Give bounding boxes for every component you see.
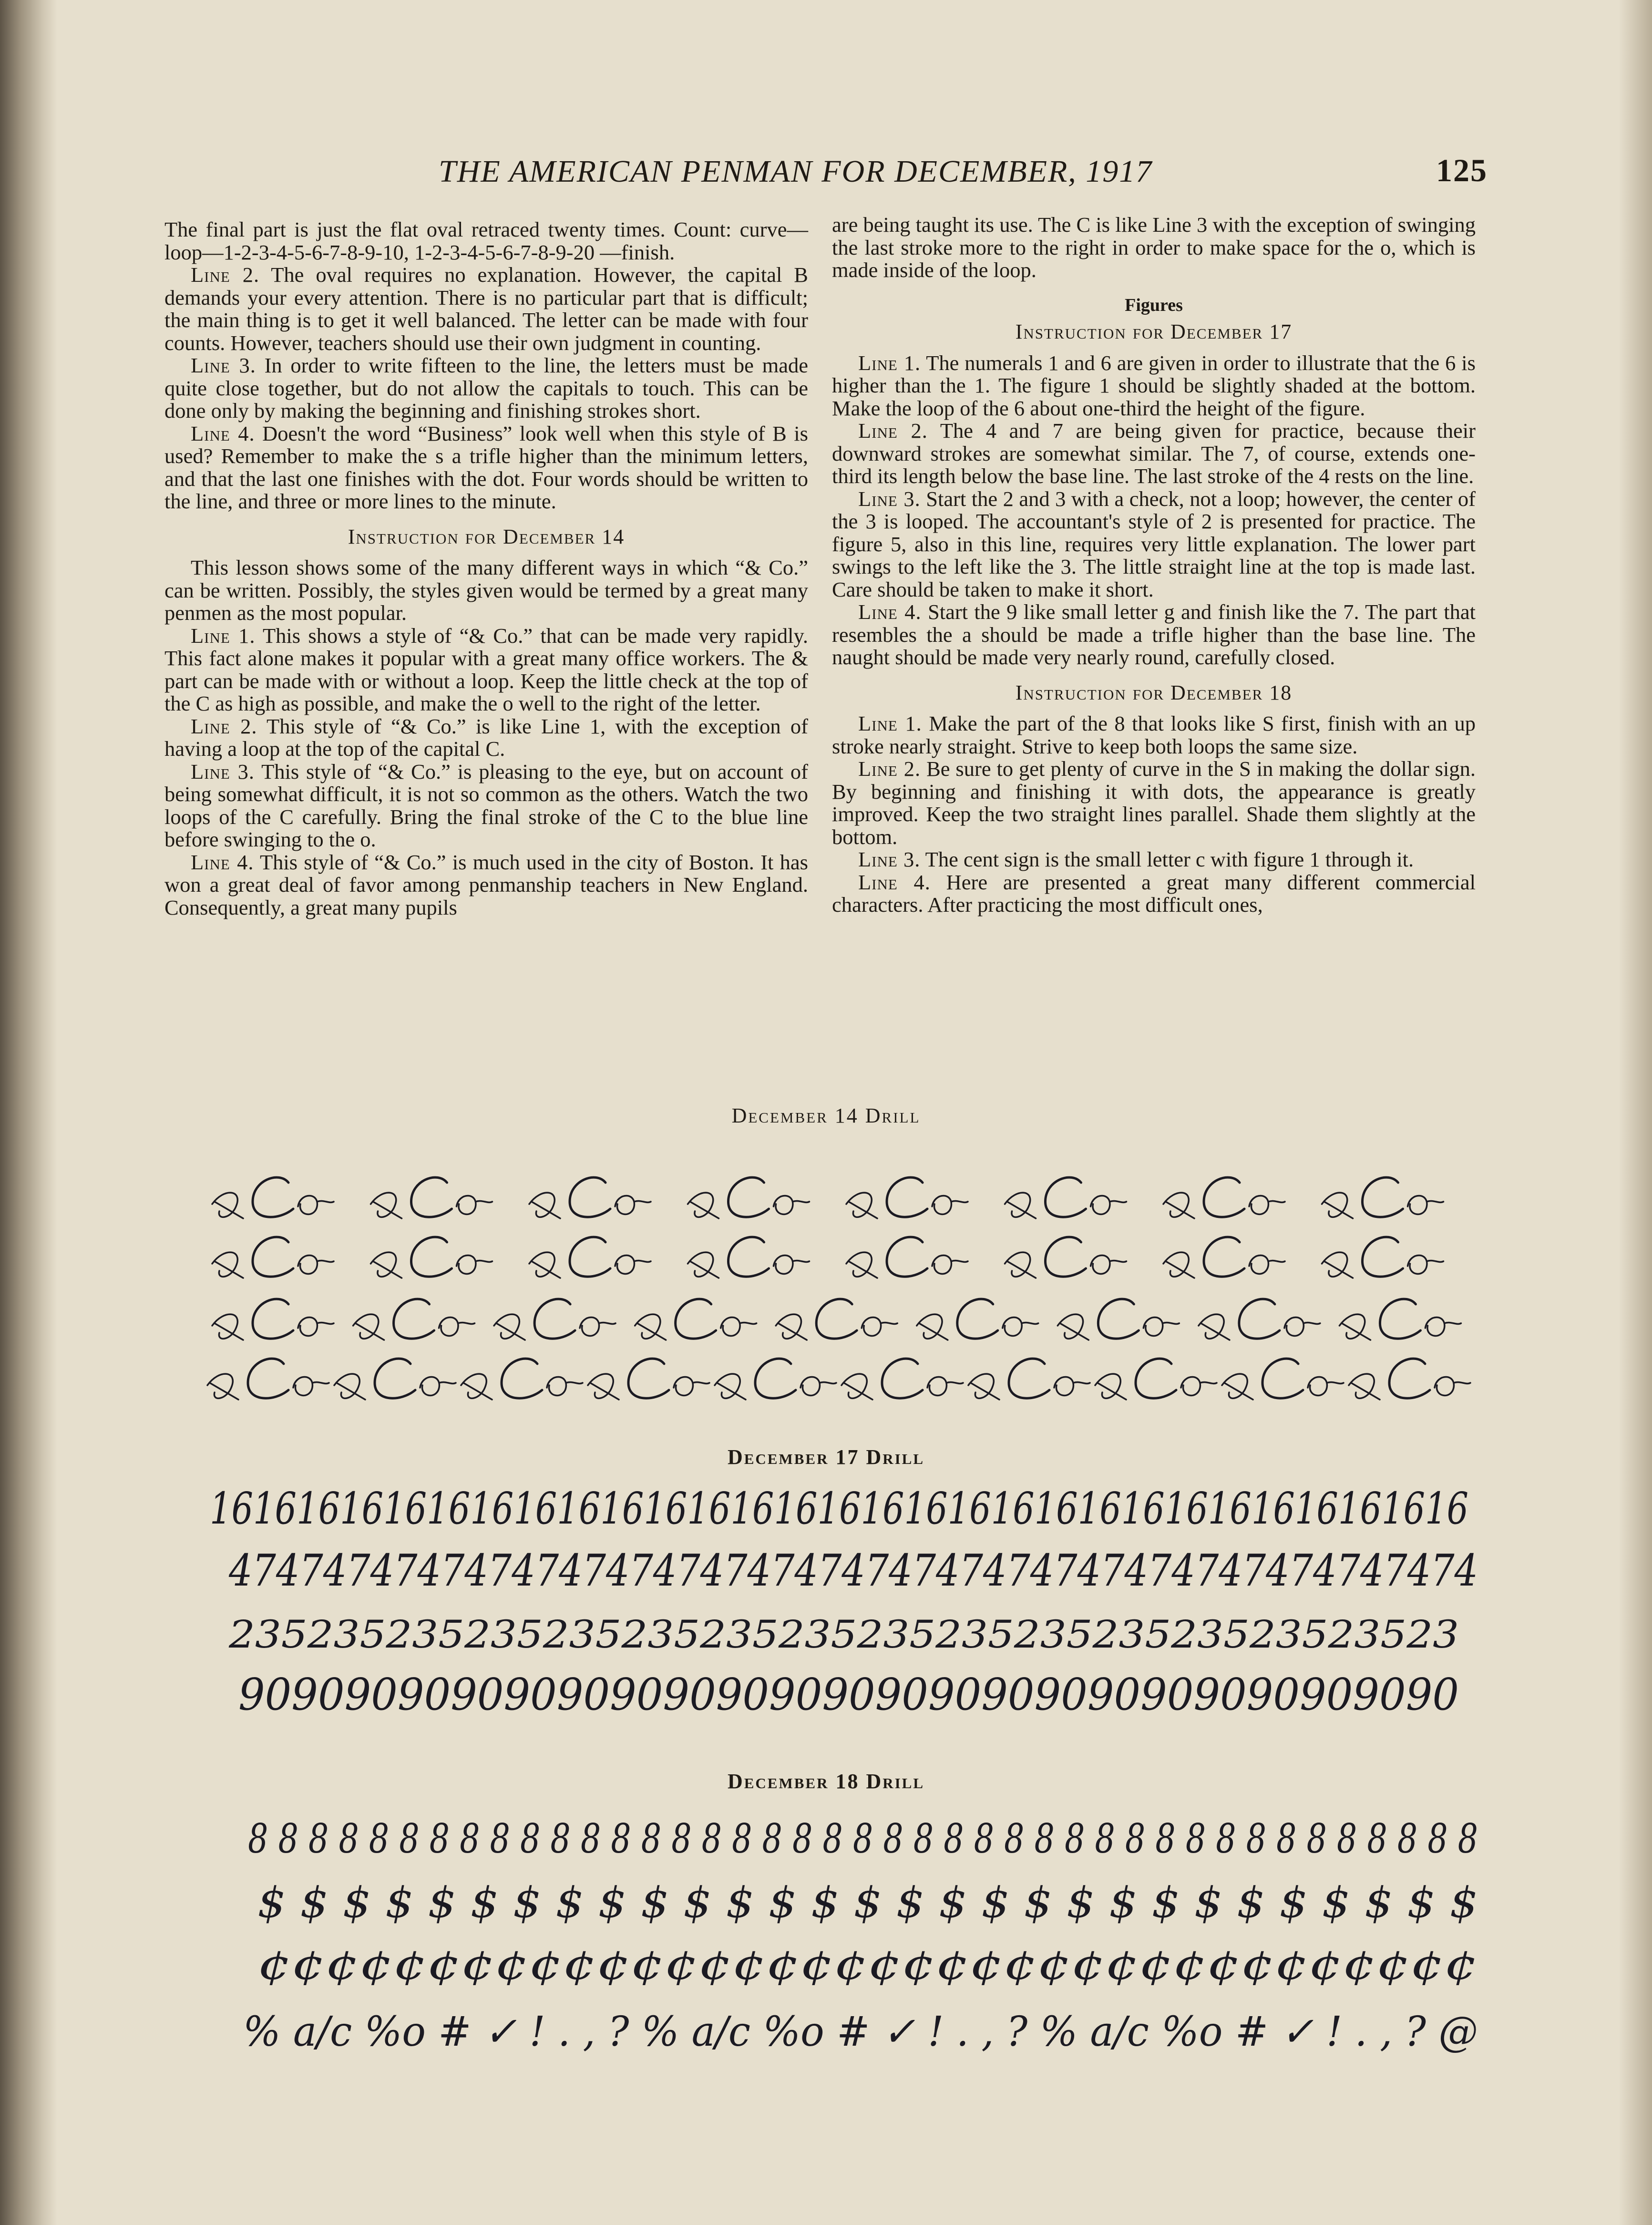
small-o-stroke [932, 1196, 968, 1215]
line-label: Line 2. [191, 263, 260, 287]
ampersand-stroke [1222, 1374, 1253, 1400]
ampersand-stroke [529, 1252, 560, 1278]
drill-dec14-script [200, 1154, 1488, 1421]
capital-c-stroke [534, 1299, 575, 1339]
ampersand-stroke [1322, 1252, 1353, 1278]
paragraph-text: Start the 2 and 3 with a check, not a loop; however, the center of the 3 is looped. The accountant's style of 2 is presented for practice. The figure 5, also in this line, requires very little explanation. The lower part swings to the left like the 3. The little straight line at the top is made last. Care should be taken to make it short. [832, 486, 1476, 601]
ampersand-stroke [1349, 1374, 1380, 1400]
line-label: Line 3. [858, 847, 921, 871]
paragraph-text: Start the 9 like small letter g and finish like the 7. The part that resembles the a should be made a trifle higher than the base line. The naught should be made very nearly round, carefully closed. [832, 600, 1476, 669]
ampersand-stroke [635, 1314, 666, 1340]
paragraph [832, 848, 1476, 871]
capital-c-stroke [1204, 1237, 1244, 1277]
capital-c-stroke [253, 1177, 293, 1217]
ampersand-stroke [776, 1314, 807, 1340]
line-label: Line 2. [858, 419, 928, 443]
drill-title-dec14: December 14 Drill [731, 1104, 921, 1127]
paragraph-text: Doesn't the word “Business” look well when this style of B is used? Remember to make the s a trifle higher than the minimum letters, and that the last one finishes with the dot. Four words should be written to the line, and three or more lines to the minute. [164, 421, 808, 513]
small-o-stroke [420, 1377, 456, 1396]
ampersand-stroke [461, 1374, 492, 1400]
script-and-co-glyph [968, 1359, 1090, 1400]
script-and-co-glyph [846, 1237, 968, 1278]
script-and-co-glyph [1163, 1237, 1285, 1278]
ampersand-stroke [688, 1193, 719, 1218]
capital-c-stroke [253, 1237, 293, 1277]
capital-c-stroke [375, 1359, 415, 1398]
script-and-co-glyph [529, 1237, 651, 1278]
small-o-stroke [1249, 1256, 1285, 1274]
ampersand-stroke [212, 1252, 243, 1278]
capital-c-stroke [1046, 1177, 1086, 1217]
ampersand-stroke [968, 1374, 999, 1400]
small-o-stroke [932, 1256, 968, 1274]
ampersand-stroke [588, 1374, 619, 1400]
script-and-co-glyph [212, 1299, 334, 1340]
capital-c-stroke [570, 1177, 610, 1217]
script-and-co-glyph [635, 1299, 757, 1340]
script-and-co-glyph [334, 1359, 456, 1400]
small-o-stroke [439, 1318, 475, 1336]
script-specimen-signs [200, 1807, 1488, 2074]
script-and-co-glyph [841, 1359, 963, 1400]
paragraph-text: The numerals 1 and 6 are given in order to illustrate that the 6 is higher than the 1. The figure 1 should be slightly shaded at the bottom. Make the loop of the 6 about one-third the height of the figure. [832, 350, 1476, 420]
small-o-stroke [1425, 1318, 1461, 1336]
small-o-stroke [800, 1377, 836, 1396]
paragraph [164, 715, 808, 761]
paragraph [832, 214, 1476, 282]
capital-c-stroke [1204, 1177, 1244, 1217]
ampersand-stroke [529, 1193, 560, 1218]
small-o-stroke [457, 1196, 493, 1215]
ampersand-stroke [846, 1193, 877, 1218]
small-o-stroke [774, 1196, 810, 1215]
line-label: Line 1. [858, 350, 921, 375]
paragraph [164, 354, 808, 422]
capital-c-stroke [729, 1177, 769, 1217]
script-and-co-glyph [494, 1299, 616, 1340]
line-label: Line 4. [858, 600, 922, 624]
small-o-stroke [774, 1256, 810, 1274]
script-and-co-glyph [688, 1237, 810, 1278]
paragraph [832, 712, 1476, 758]
paragraph-text: Be sure to get plenty of curve in the S in making the dollar sign. By beginning and finishing it with dots, the appearance is greatly improved. Keep the two straight lines parallel. Shade them slightly at the bottom. [832, 757, 1476, 849]
script-and-co-glyph [371, 1177, 493, 1218]
ampersand-stroke [371, 1252, 402, 1278]
drill-line: $ $ $ $ $ $ $ $ $ $ $ $ $ $ $ $ $ $ $ $ $ $ $ $ $ $ $ $ $ [257, 1878, 1478, 1927]
capital-c-stroke [628, 1359, 669, 1398]
paragraph [832, 352, 1476, 420]
script-and-co-glyph [1349, 1359, 1470, 1400]
capital-c-stroke [882, 1359, 923, 1398]
small-o-stroke [457, 1256, 493, 1274]
capital-c-stroke [755, 1359, 796, 1398]
script-and-co-glyph [1199, 1299, 1320, 1340]
paragraph [164, 422, 808, 513]
paragraph-text: The 4 and 7 are being given for practice, because their downward strokes are somewhat similar. The 7, of course, extends one-third its length below the base line. The last stroke of the 4 rests on the line. [832, 419, 1476, 488]
ampersand-stroke [207, 1374, 238, 1400]
small-o-stroke [298, 1256, 334, 1274]
drill-line: 47474747474747474747474747474747474747474747474747474 [228, 1545, 1478, 1596]
paragraph [164, 264, 808, 354]
script-and-co-glyph [917, 1299, 1038, 1340]
small-o-stroke [615, 1256, 651, 1274]
ampersand-stroke [1163, 1252, 1194, 1278]
ampersand-stroke [1095, 1374, 1126, 1400]
paragraph-text: The cent sign is the small letter c with figure 1 through it. [925, 847, 1414, 871]
paragraph-text: Here are presented a great many different commercial characters. After practicing the most difficult ones, [832, 870, 1476, 917]
capital-c-stroke [248, 1359, 288, 1398]
script-and-co-glyph [1222, 1359, 1344, 1400]
left-column [164, 218, 808, 919]
capital-c-stroke [816, 1299, 857, 1339]
capital-c-stroke [1380, 1299, 1420, 1339]
script-and-co-glyph [1095, 1359, 1217, 1400]
line-label: Line 3. [858, 486, 921, 511]
capital-c-stroke [1389, 1359, 1430, 1398]
script-and-co-glyph [1322, 1237, 1444, 1278]
paragraph [832, 871, 1476, 917]
capital-c-stroke [676, 1299, 716, 1339]
small-o-stroke [1003, 1318, 1038, 1336]
drill-line: % a/c %o # ✓ ! . , ? % a/c %o # ✓ ! . , ? % a/c %o # ✓ ! . , ? @ [243, 2008, 1478, 2056]
small-o-stroke [1091, 1256, 1127, 1274]
ampersand-stroke [1163, 1193, 1194, 1218]
capital-c-stroke [957, 1299, 998, 1339]
drill-line: 8 8 8 8 8 8 8 8 8 8 8 8 8 8 8 8 8 8 8 8 8 8 8 8 8 8 8 8 8 8 8 8 8 8 8 8 8 8 8 8 8 [248, 1815, 1478, 1862]
script-and-co-glyph [715, 1359, 836, 1400]
ampersand-stroke [1339, 1314, 1370, 1340]
paragraph [164, 556, 808, 625]
paragraph [832, 420, 1476, 488]
capital-c-stroke [1262, 1359, 1303, 1398]
paragraph [832, 758, 1476, 848]
small-o-stroke [580, 1318, 616, 1336]
paragraph-text: The oval requires no explanation. However, the capital B demands your every attention. There is no particular part that is difficult; the main thing is to get it well balanced. The letter can be made with four counts. However, teachers should use their own judgment in counting. [164, 263, 808, 355]
small-o-stroke [1308, 1377, 1344, 1396]
script-and-co-glyph [1057, 1299, 1179, 1340]
figures-heading: Figures [1125, 295, 1183, 315]
script-and-co-glyph [529, 1177, 651, 1218]
ampersand-stroke [1005, 1252, 1036, 1278]
script-and-co-glyph [1163, 1177, 1285, 1218]
capital-c-stroke [411, 1177, 452, 1217]
line-label: Line 4. [858, 870, 931, 894]
ampersand-stroke [334, 1374, 365, 1400]
capital-c-stroke [887, 1237, 927, 1277]
small-o-stroke [298, 1318, 334, 1336]
script-and-co-glyph [207, 1359, 329, 1400]
small-o-stroke [547, 1377, 583, 1396]
small-o-stroke [1408, 1196, 1444, 1215]
line-label: Line 1. [858, 711, 922, 735]
ampersand-stroke [1322, 1193, 1353, 1218]
capital-c-stroke [570, 1237, 610, 1277]
paragraph-text: This lesson shows some of the many different ways in which “& Co.” can be written. Possibly, the styles given would be termed by a great many penmen as the most popular. [164, 556, 808, 625]
line-label: Line 4. [191, 850, 254, 874]
paragraph [164, 625, 808, 715]
script-and-co-glyph [212, 1237, 334, 1278]
drill-line: ¢¢¢¢¢¢¢¢¢¢¢¢¢¢¢¢¢¢¢¢¢¢¢¢¢¢¢¢¢¢¢¢¢¢¢¢ [257, 1940, 1478, 1989]
script-and-co-glyph [371, 1237, 493, 1278]
ampersand-stroke [353, 1314, 384, 1340]
ampersand-stroke [846, 1252, 877, 1278]
ampersand-stroke [715, 1374, 746, 1400]
drill-title-dec17: December 17 Drill [727, 1445, 925, 1469]
capital-c-stroke [1098, 1299, 1139, 1339]
drill-dec17-script [200, 1483, 1488, 1731]
ampersand-stroke [494, 1314, 525, 1340]
paragraph [164, 218, 808, 264]
small-o-stroke [1181, 1377, 1217, 1396]
ampersand-stroke [1005, 1193, 1036, 1218]
script-and-co-glyph [1322, 1177, 1444, 1218]
capital-c-stroke [729, 1237, 769, 1277]
ampersand-stroke [1057, 1314, 1088, 1340]
drill-line: 9090909090909090909090909090909090909090909090 [238, 1669, 1459, 1720]
small-o-stroke [615, 1196, 651, 1215]
running-title: THE AMERICAN PENMAN FOR DECEMBER, 1917 [439, 154, 1153, 189]
capital-c-stroke [1009, 1359, 1049, 1398]
section-heading: Instruction for December 17 [1015, 320, 1293, 343]
capital-c-stroke [1363, 1237, 1403, 1277]
paragraph-text: The final part is just the flat oval retraced twenty times. Count: curve—loop—1-2-3-4-5-6-7-8-9-10, 1-2-3-4-5-6-7-8-9-20 —finish. [164, 217, 808, 264]
small-o-stroke [1054, 1377, 1090, 1396]
capital-c-stroke [1363, 1177, 1403, 1217]
script-and-co-glyph [353, 1299, 475, 1340]
ampersand-stroke [371, 1193, 402, 1218]
script-and-co-glyph [1005, 1177, 1127, 1218]
capital-c-stroke [411, 1237, 452, 1277]
small-o-stroke [293, 1377, 329, 1396]
line-label: Line 4. [191, 421, 255, 445]
line-label: Line 1. [191, 623, 256, 648]
ampersand-stroke [212, 1314, 243, 1340]
ampersand-stroke [841, 1374, 872, 1400]
paragraph-text: In order to write fifteen to the line, the letters must be made quite close together, but do not allow the capitals to touch. This can be done only by making the beginning and finishing strokes short. [164, 353, 808, 422]
script-specimen-co [200, 1154, 1488, 1421]
line-label: Line 2. [858, 757, 921, 781]
running-header [439, 154, 1488, 196]
small-o-stroke [298, 1196, 334, 1215]
small-o-stroke [1091, 1196, 1127, 1215]
script-and-co-glyph [461, 1359, 583, 1400]
section-heading: Instruction for December 14 [348, 525, 625, 548]
paragraph [832, 601, 1476, 669]
line-label: Line 3. [191, 353, 256, 377]
small-o-stroke [927, 1377, 963, 1396]
right-column [832, 214, 1476, 917]
script-and-co-glyph [776, 1299, 897, 1340]
ampersand-stroke [1199, 1314, 1230, 1340]
drill-dec18-script [200, 1807, 1488, 2074]
script-and-co-glyph [588, 1359, 709, 1400]
small-o-stroke [1435, 1377, 1470, 1396]
script-and-co-glyph [1339, 1299, 1461, 1340]
paragraph [164, 851, 808, 919]
paragraph [164, 761, 808, 851]
line-label: Line 3. [191, 759, 255, 783]
line-label: Line 2. [191, 714, 257, 738]
small-o-stroke [1284, 1318, 1320, 1336]
capital-c-stroke [253, 1299, 293, 1339]
capital-c-stroke [1136, 1359, 1176, 1398]
script-and-co-glyph [1005, 1237, 1127, 1278]
capital-c-stroke [887, 1177, 927, 1217]
paragraph-text: Make the part of the 8 that looks like S first, finish with an up stroke nearly straight. Strive to keep both loops the same size. [832, 711, 1476, 758]
small-o-stroke [1249, 1196, 1285, 1215]
section-heading: Instruction for December 18 [1015, 680, 1293, 704]
drill-line: 1616161616161616161616161616161616161616161616161616161616 [210, 1483, 1468, 1534]
small-o-stroke [862, 1318, 897, 1336]
drill-line: 23523523523523523523523523523523523523523523523 [228, 1612, 1459, 1657]
paragraph-text: This style of “& Co.” is like Line 1, with the exception of having a loop at the top of the capital C. [164, 714, 808, 761]
script-and-co-glyph [846, 1177, 968, 1218]
small-o-stroke [1143, 1318, 1179, 1336]
ampersand-stroke [688, 1252, 719, 1278]
capital-c-stroke [394, 1299, 434, 1339]
ampersand-stroke [917, 1314, 948, 1340]
paragraph-text: This shows a style of “& Co.” that can be made very rapidly. This fact alone makes it popular with a great many office workers. The & part can be made with or without a loop. Keep the little check at the top of the C as high as possible, and make the o well to the right of the letter. [164, 623, 808, 715]
drill-title-dec18: December 18 Drill [727, 1770, 925, 1793]
paragraph-text: are being taught its use. The C is like Line 3 with the exception of swinging the last stroke more to the right in order to make space for the o, which is made inside of the loop. [832, 213, 1476, 282]
capital-c-stroke [1046, 1237, 1086, 1277]
capital-c-stroke [1239, 1299, 1280, 1339]
page-number: 125 [1436, 152, 1488, 188]
script-and-co-glyph [688, 1177, 810, 1218]
script-and-co-glyph [212, 1177, 334, 1218]
small-o-stroke [674, 1377, 709, 1396]
paragraph-text: This style of “& Co.” is much used in the city of Boston. It has won a great deal of favor among penmanship teachers in New England. Consequently, a great many pupils [164, 850, 808, 919]
paragraph-text: This style of “& Co.” is pleasing to the eye, but on account of being somewhat difficult, it is not so common as the others. Watch the two loops of the C carefully. Bring the final stroke of the C to the blue line before swinging to the o. [164, 759, 808, 851]
capital-c-stroke [502, 1359, 542, 1398]
script-specimen-figures [200, 1483, 1488, 1731]
small-o-stroke [1408, 1256, 1444, 1274]
paragraph [832, 488, 1476, 601]
ampersand-stroke [212, 1193, 243, 1218]
small-o-stroke [721, 1318, 757, 1336]
